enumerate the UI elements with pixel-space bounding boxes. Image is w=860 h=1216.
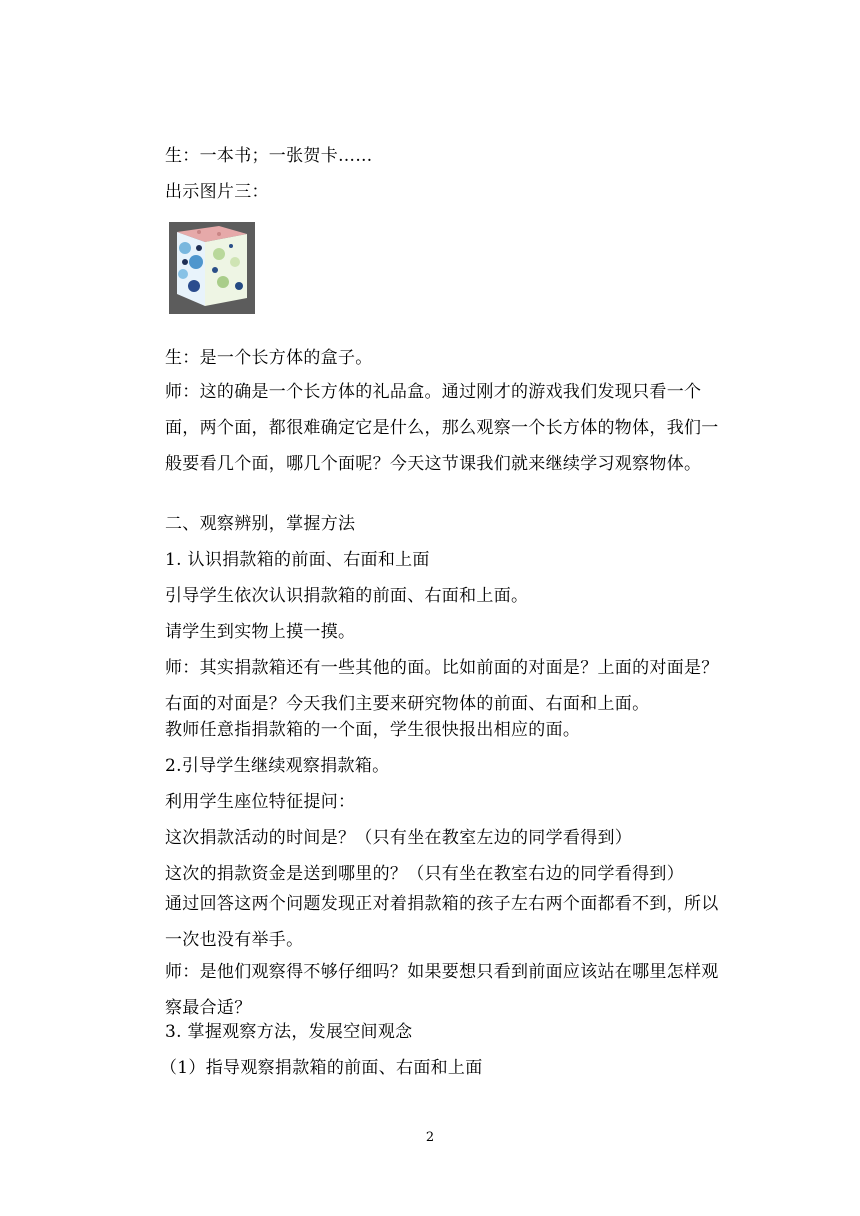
section-heading-2: 二、观察辨别，掌握方法 bbox=[165, 514, 356, 534]
page-number: 2 bbox=[425, 1130, 435, 1145]
gift-box-photo bbox=[169, 222, 255, 314]
paragraph-2-1a: 引导学生依次认识捐款箱的前面、右面和上面。 bbox=[165, 586, 529, 606]
gift-box-icon bbox=[169, 222, 255, 314]
paragraph-2-2e: 师：是他们观察得不够仔细吗？如果要想只看到前面应该站在哪里怎样观察最合适？ bbox=[165, 962, 719, 1018]
paragraph-student-answer-2: 生：是一个长方体的盒子。 bbox=[165, 348, 373, 368]
paragraph-2-2c: 这次的捐款资金是送到哪里的？（只有坐在教室右边的同学看得到） bbox=[165, 864, 684, 884]
paragraph-teacher-gift-box: 师：这的确是一个长方体的礼品盒。通过刚才的游戏我们发现只看一个面，两个面，都很难确定它是什么，那么观察一个长方体的物体，我们一般要看几个面，哪几个面呢？今天这节课我们就来继续学习观察物体。 bbox=[165, 382, 719, 474]
paragraph-2-3a: （1）指导观察捐款箱的前面、右面和上面 bbox=[160, 1058, 483, 1078]
subheading-2-3: 3. 掌握观察方法，发展空间观念 bbox=[165, 1022, 413, 1042]
paragraph-student-answer-1: 生：一本书；一张贺卡…… bbox=[165, 146, 373, 166]
paragraph-2-2a: 利用学生座位特征提问： bbox=[165, 792, 356, 812]
paragraph-2-1c: 师：其实捐款箱还有一些其他的面。比如前面的对面是？上面的对面是？右面的对面是？今天我们主要来研究物体的前面、右面和上面。 bbox=[165, 658, 719, 714]
subheading-2-2: 2.引导学生继续观察捐款箱。 bbox=[165, 756, 390, 776]
subheading-2-1: 1. 认识捐款箱的前面、右面和上面 bbox=[165, 550, 430, 570]
paragraph-2-2b: 这次捐款活动的时间是？（只有坐在教室左边的同学看得到） bbox=[165, 828, 633, 848]
paragraph-2-2d: 通过回答这两个问题发现正对着捐款箱的孩子左右两个面都看不到，所以一次也没有举手。 bbox=[165, 894, 719, 950]
paragraph-2-1d: 教师任意指捐款箱的一个面，学生很快报出相应的面。 bbox=[165, 720, 581, 740]
paragraph-2-1b: 请学生到实物上摸一摸。 bbox=[165, 622, 356, 642]
paragraph-show-picture-3: 出示图片三： bbox=[165, 182, 269, 202]
